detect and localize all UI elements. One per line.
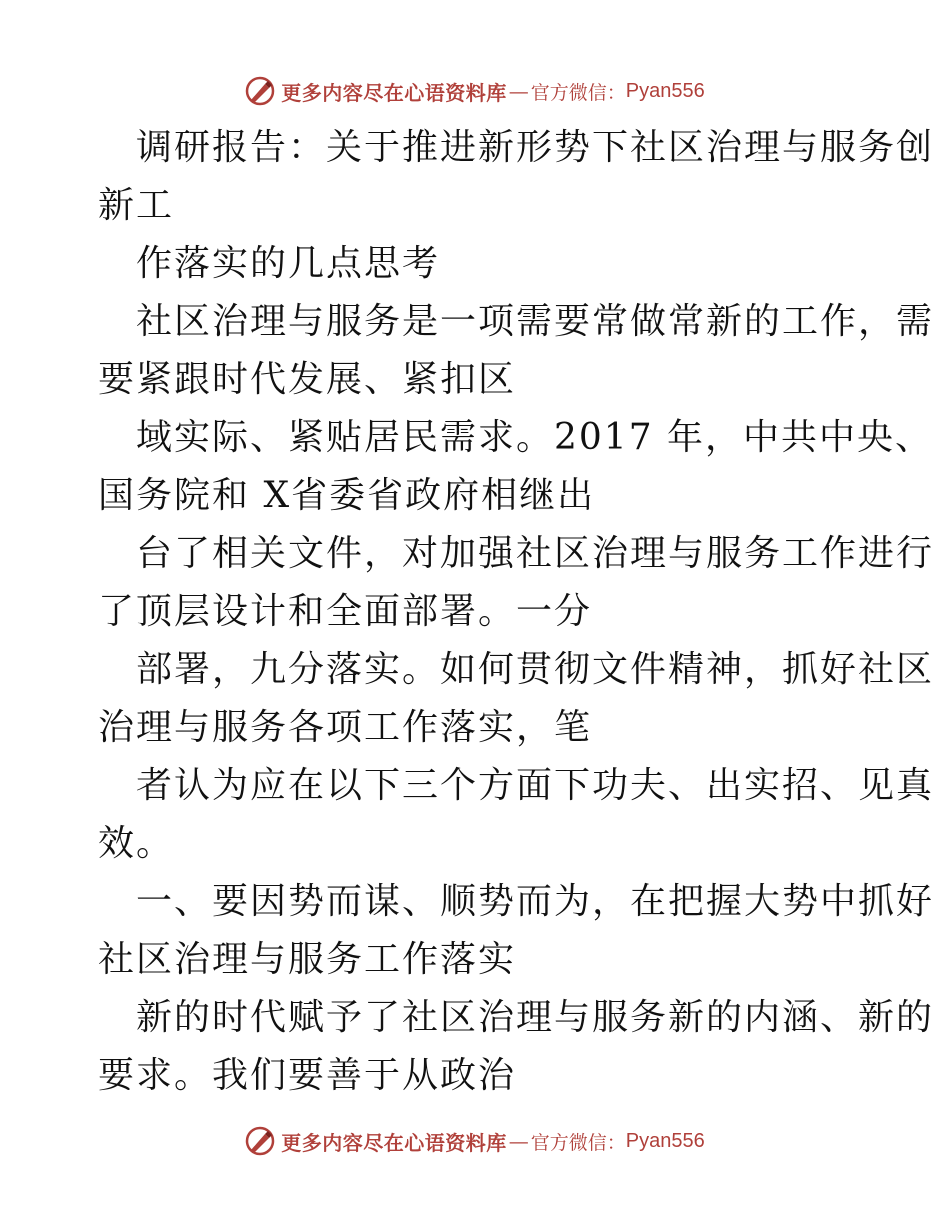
paragraph-line: 域实际、紧贴居民需求。2017 年，中共中央、 xyxy=(136,417,934,458)
footer-watermark xyxy=(0,1124,950,1158)
watermark-separator: — xyxy=(508,1129,529,1153)
paragraph-line: 治理与服务各项工作落实，笔 xyxy=(98,707,593,748)
section-heading-line: 社区治理与服务工作落实 xyxy=(98,939,517,980)
title-line-1: 调研报告：关于推进新形势下社区治理与服务创 xyxy=(136,127,935,168)
watermark-label: 官方微信： xyxy=(530,81,626,104)
watermark-text: 更多内容尽在心语资料库 xyxy=(281,1130,507,1155)
watermark-text: 更多内容尽在心语资料库 xyxy=(281,80,507,105)
paragraph-line: 国务院和 X省委省政府相继出 xyxy=(98,475,596,516)
paragraph-line: 者认为应在以下三个方面下功夫、出实招、见真 xyxy=(136,765,935,806)
watermark-wechat-id: Pyan556 xyxy=(625,1129,705,1152)
paragraph-line: 效。 xyxy=(98,823,175,864)
watermark-separator: — xyxy=(508,79,529,103)
paragraph-line: 台了相关文件，对加强社区治理与服务工作进行 xyxy=(136,533,935,574)
pen-logo-icon xyxy=(245,76,275,106)
paragraph-line: 要求。我们要善于从政治 xyxy=(98,1055,517,1096)
watermark-label: 官方微信： xyxy=(530,1131,626,1154)
paragraph-line: 要紧跟时代发展、紧扣区 xyxy=(98,359,517,400)
section-heading-line: 一、要因势而谋、顺势而为，在把握大势中抓好 xyxy=(136,881,935,922)
paragraph-line: 新的时代赋予了社区治理与服务新的内涵、新的 xyxy=(136,997,935,1038)
paragraph-line: 社区治理与服务是一项需要常做常新的工作，需 xyxy=(136,301,935,342)
header-watermark xyxy=(0,74,950,108)
watermark-wechat-id: Pyan556 xyxy=(625,79,705,102)
paragraph-line: 了顶层设计和全面部署。一分 xyxy=(98,591,593,632)
title-line-3: 作落实的几点思考 xyxy=(136,243,441,284)
title-line-2: 新工 xyxy=(98,185,175,226)
pen-logo-icon xyxy=(245,1126,275,1156)
paragraph-line: 部署，九分落实。如何贯彻文件精神，抓好社区 xyxy=(136,649,935,690)
